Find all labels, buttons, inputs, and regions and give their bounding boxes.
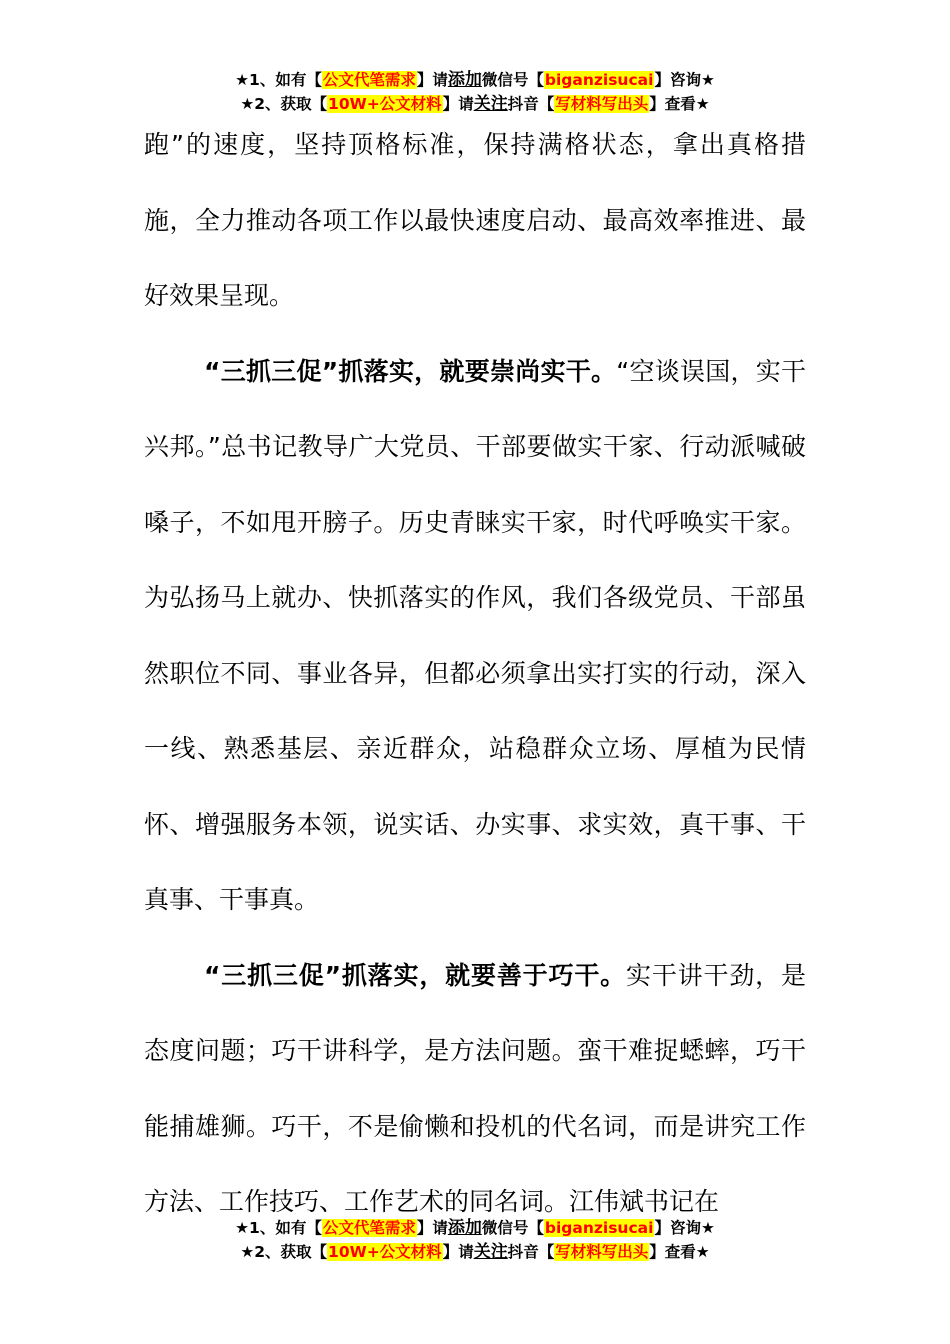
banner-text: 抖音【 xyxy=(507,1243,555,1261)
banner-text: 微信号【 xyxy=(481,71,544,89)
highlight-douyin-account: 写材料写出头 xyxy=(555,95,649,113)
banner-text: 】请 xyxy=(442,1243,474,1261)
document-body xyxy=(144,107,806,1240)
banner-text: 抖音【 xyxy=(507,95,555,113)
paragraph xyxy=(144,334,806,938)
highlight-wechat-id: biganzisucai xyxy=(544,1219,654,1237)
banner-text: 】咨询★ xyxy=(654,71,715,89)
highlight-douyin-account: 写材料写出头 xyxy=(555,1243,649,1261)
banner-text: 】查看★ xyxy=(649,95,710,113)
highlight-service: 公文代笔需求 xyxy=(322,71,416,89)
banner-line-2 xyxy=(0,1240,950,1264)
highlight-wechat-id: biganzisucai xyxy=(544,71,654,89)
banner-emphasis: 添加 xyxy=(447,70,482,90)
banner-text: 】请 xyxy=(416,71,448,89)
banner-text: ★2、获取【 xyxy=(240,95,328,113)
banner-text: ★2、获取【 xyxy=(240,1243,328,1261)
banner-text: ★1、如有【 xyxy=(235,71,322,89)
banner-text: ★1、如有【 xyxy=(235,1219,322,1237)
highlight-materials: 10W+公文材料 xyxy=(328,1243,442,1261)
banner-emphasis: 添加 xyxy=(447,1218,482,1238)
banner-line-1 xyxy=(0,68,950,92)
banner-line-1 xyxy=(0,1216,950,1240)
banner-text: 】请 xyxy=(442,95,474,113)
banner-text: 】咨询★ xyxy=(654,1219,715,1237)
paragraph-body: “空谈误国，实干兴邦。”总书记教导广大党员、干部要做实干家、行动派喊破嗓子，不如甩开膀子。历史青睐实干家，时代呼唤实干家。为弘扬马上就办、快抓落实的作风，我们各级党员、干部虽然职位不同、事业各异，但都必须拿出实打实的行动，深入一线、熟悉基层、亲近群众，站稳群众立场、厚植为民情怀、增强服务本领，说实话、办实事、求实效，真干事、干真事、干事真。 xyxy=(144,356,806,914)
highlight-materials: 10W+公文材料 xyxy=(328,95,442,113)
paragraph-heading: “三抓三促”抓落实，就要善于巧干。 xyxy=(204,960,626,990)
paragraph-heading: “三抓三促”抓落实，就要崇尚实干。 xyxy=(204,356,617,386)
paragraph-body: 实干讲干劲，是态度问题；巧干讲科学，是方法问题。蛮干难捉蟋蟀，巧干能捕雄狮。巧干，不是偷懒和投机的代名词，而是讲究工作方法、工作技巧、工作艺术的同名词。江伟斌书记在 xyxy=(144,960,806,1216)
banner-emphasis: 关注 xyxy=(473,1242,508,1262)
banner-text: 】查看★ xyxy=(649,1243,710,1261)
highlight-service: 公文代笔需求 xyxy=(322,1219,416,1237)
banner-text: 】请 xyxy=(416,1219,448,1237)
paragraph xyxy=(144,938,806,1240)
banner-text: 微信号【 xyxy=(481,1219,544,1237)
footer-banner xyxy=(0,1216,950,1264)
banner-emphasis: 关注 xyxy=(473,94,508,114)
paragraph: 跑”的速度，坚持顶格标准，保持满格状态，拿出真格措施，全力推动各项工作以最快速度启动、最高效率推进、最好效果呈现。 xyxy=(144,130,806,310)
